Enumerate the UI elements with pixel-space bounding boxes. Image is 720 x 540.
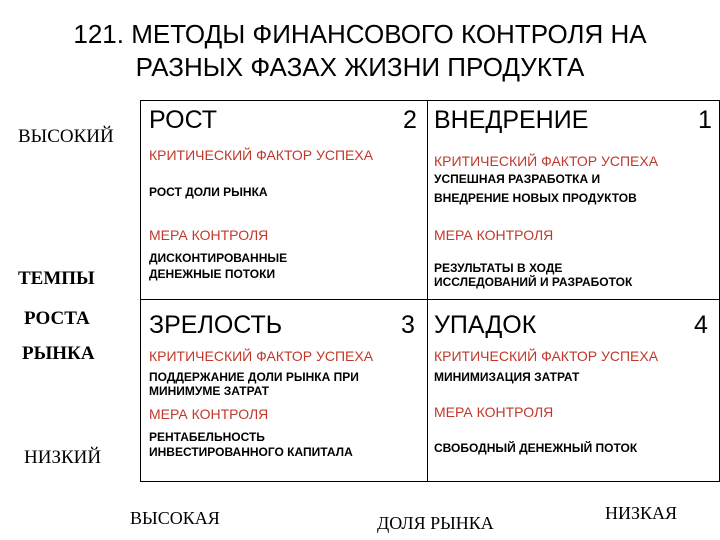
quadrant-introduction-factor-heading: КРИТИЧЕСКИЙ ФАКТОР УСПЕХА (434, 153, 659, 169)
axis-label-line-3: РЫНКА (22, 343, 95, 364)
quadrant-decline-measure: СВОБОДНЫЙ ДЕНЕЖНЫЙ ПОТОК (434, 441, 638, 455)
slide-title (20, 18, 700, 84)
quadrant-growth-number: 2 (403, 106, 417, 134)
axis-market-share-label: ДОЛЯ РЫНКА (377, 513, 494, 533)
quadrant-decline-number: 4 (694, 311, 708, 339)
quadrant-introduction-factor-line-1: УСПЕШНАЯ РАЗРАБОТКА И (434, 172, 601, 186)
quadrant-growth-measure-line-1: ДИСКОНТИРОВАННЫЕ (149, 251, 288, 265)
title-line-1: 121. МЕТОДЫ ФИНАНСОВОГО КОНТРОЛЯ НА (73, 19, 647, 49)
axis-high-growth: ВЫСОКИЙ (18, 126, 114, 147)
quadrant-introduction-measure-heading: МЕРА КОНТРОЛЯ (434, 227, 554, 243)
quadrant-decline (428, 300, 719, 481)
quadrant-introduction-number: 1 (698, 106, 712, 134)
quadrant-maturity-measure-line-1: РЕНТАБЕЛЬНОСТЬ (149, 430, 265, 444)
quadrant-maturity-factor-line-2: МИНИМУМЕ ЗАТРАТ (149, 384, 269, 398)
phase-matrix (140, 100, 720, 482)
quadrant-growth-factor-heading: КРИТИЧЕСКИЙ ФАКТОР УСПЕХА (149, 147, 374, 163)
axis-low-growth: НИЗКИЙ (24, 447, 102, 468)
quadrant-maturity-number: 3 (401, 311, 415, 339)
axis-label-line-2: РОСТА (24, 308, 90, 329)
quadrant-growth-title: РОСТ (149, 106, 218, 134)
quadrant-growth-measure-line-2: ДЕНЕЖНЫЕ ПОТОКИ (149, 267, 276, 281)
quadrant-maturity-factor-heading: КРИТИЧЕСКИЙ ФАКТОР УСПЕХА (149, 348, 374, 364)
quadrant-introduction-factor-line-2: ВНЕДРЕНИЕ НОВЫХ ПРОДУКТОВ (434, 191, 637, 205)
quadrant-introduction-measure-line-1: РЕЗУЛЬТАТЫ В ХОДЕ (434, 261, 563, 275)
axis-low-share: НИЗКАЯ (605, 503, 678, 523)
quadrant-growth-factor: РОСТ ДОЛИ РЫНКА (149, 185, 268, 199)
quadrant-maturity-factor-line-1: ПОДДЕРЖАНИЕ ДОЛИ РЫНКА ПРИ (149, 370, 359, 384)
quadrant-decline-title: УПАДОК (434, 311, 537, 339)
quadrant-maturity (141, 300, 427, 481)
quadrant-maturity-title: ЗРЕЛОСТЬ (149, 311, 283, 339)
quadrant-decline-measure-heading: МЕРА КОНТРОЛЯ (434, 404, 554, 420)
axis-label-line-1: ТЕМПЫ (18, 268, 95, 289)
quadrant-growth (141, 101, 427, 299)
quadrant-introduction-measure-line-2: ИССЛЕДОВАНИЙ И РАЗРАБОТОК (434, 275, 633, 289)
quadrant-decline-factor: МИНИМИЗАЦИЯ ЗАТРАТ (434, 370, 580, 384)
quadrant-maturity-measure-line-2: ИНВЕСТИРОВАННОГО КАПИТАЛА (149, 445, 353, 459)
quadrant-growth-measure-heading: МЕРА КОНТРОЛЯ (149, 227, 269, 243)
quadrant-introduction (428, 101, 719, 299)
quadrant-decline-factor-heading: КРИТИЧЕСКИЙ ФАКТОР УСПЕХА (434, 348, 659, 364)
quadrant-maturity-measure-heading: МЕРА КОНТРОЛЯ (149, 406, 269, 422)
quadrant-introduction-title: ВНЕДРЕНИЕ (434, 106, 589, 134)
title-line-2: РАЗНЫХ ФАЗАХ ЖИЗНИ ПРОДУКТА (135, 52, 585, 82)
axis-high-share: ВЫСОКАЯ (130, 508, 220, 528)
